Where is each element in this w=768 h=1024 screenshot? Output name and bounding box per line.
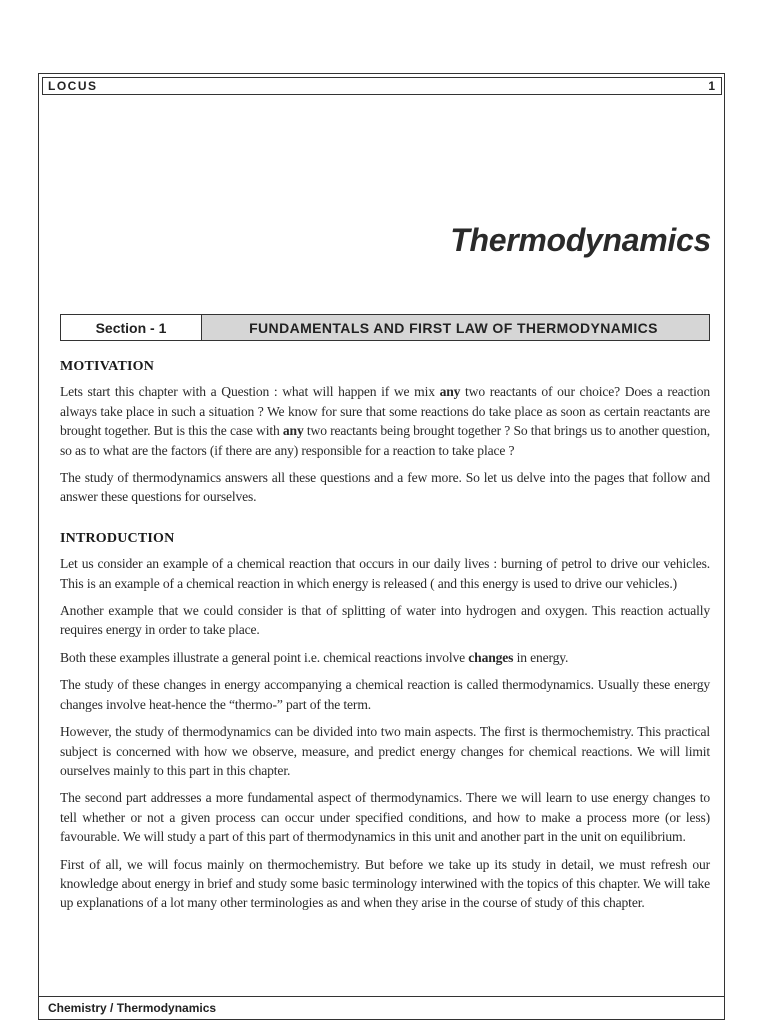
introduction-heading: INTRODUCTION [60, 530, 175, 546]
introduction-paragraph-3 [60, 648, 710, 667]
section-bar [60, 314, 710, 341]
body-content [60, 357, 710, 921]
section-number: Section - 1 [61, 315, 202, 340]
introduction-paragraph-2: Another example that we could consider is that of splitting of water into hydrogen and oxygen. This reaction actually requires energy in order to take place. [60, 603, 710, 638]
page-number: 1 [708, 79, 715, 93]
text-run: two reactants of our choice? Does a reaction always take place in such a situation ? We know for sure that some reactions do take place as soon as certain reactants are brought together. But is this the case with [60, 384, 710, 439]
footer-text: Chemistry / Thermodynamics [48, 1001, 217, 1015]
emphasis-any: any [282, 423, 304, 439]
introduction-paragraph-1: Let us consider an example of a chemical reaction that occurs in our daily lives : burning of petrol to drive our vehicles. This is an example of a chemical reaction in which energy is released ( and this energy is used to drive our vehicles.) [60, 556, 710, 591]
introduction-paragraph-5: However, the study of thermodynamics can be divided into two main aspects. The first is thermochemistry. This practical subject is concerned with how we observe, measure, and predict energy changes for chemical reactions. We will limit ourselves mainly to this part in this chapter. [60, 724, 710, 778]
text-run: Lets start this chapter with a Question : what will happen if we mix [60, 384, 440, 400]
section-name: FUNDAMENTALS AND FIRST LAW OF THERMODYNAMICS [202, 315, 709, 340]
text-run: two reactants being brought together ? So that brings us to another question, so as to what are the factors (if there are any) responsible for a reaction to take place ? [60, 423, 711, 458]
motivation-paragraph-1 [60, 382, 710, 460]
emphasis-changes: changes [468, 649, 514, 665]
text-run: Both these examples illustrate a general point i.e. chemical reactions involve [60, 649, 469, 665]
chapter-title: Thermodynamics [450, 222, 711, 258]
footer-divider [38, 996, 725, 997]
motivation-paragraph-2: The study of thermodynamics answers all these questions and a few more. So let us delve into the pages that follow and answer these questions for ourselves. [60, 470, 710, 505]
introduction-paragraph-4: The study of these changes in energy accompanying a chemical reaction is called thermodynamics. Usually these energy changes involve heat-hence the “thermo-” part of the term. [60, 677, 710, 712]
introduction-paragraph-6: The second part addresses a more fundamental aspect of thermodynamics. There we will learn to use energy changes to tell whether or not a given process can occur under specified conditions, and how to make a process more (or less) favourable. We will study a part of this part of thermodynamics in this unit and another part in the unit on equilibrium. [60, 790, 710, 845]
motivation-heading: MOTIVATION [60, 359, 155, 374]
introduction-paragraph-7: First of all, we will focus mainly on thermochemistry. But before we take up its study in detail, we must refresh our knowledge about energy in brief and study some basic terminology interwined with the topics of this chapter. We will take up explanations of a lot many other terminologies as and when they arise in the course of study of this chapter. [60, 856, 710, 911]
text-run: in energy. [513, 649, 569, 665]
emphasis-any: any [439, 384, 461, 400]
page-header [42, 77, 722, 95]
header-brand: LOCUS [48, 79, 98, 93]
